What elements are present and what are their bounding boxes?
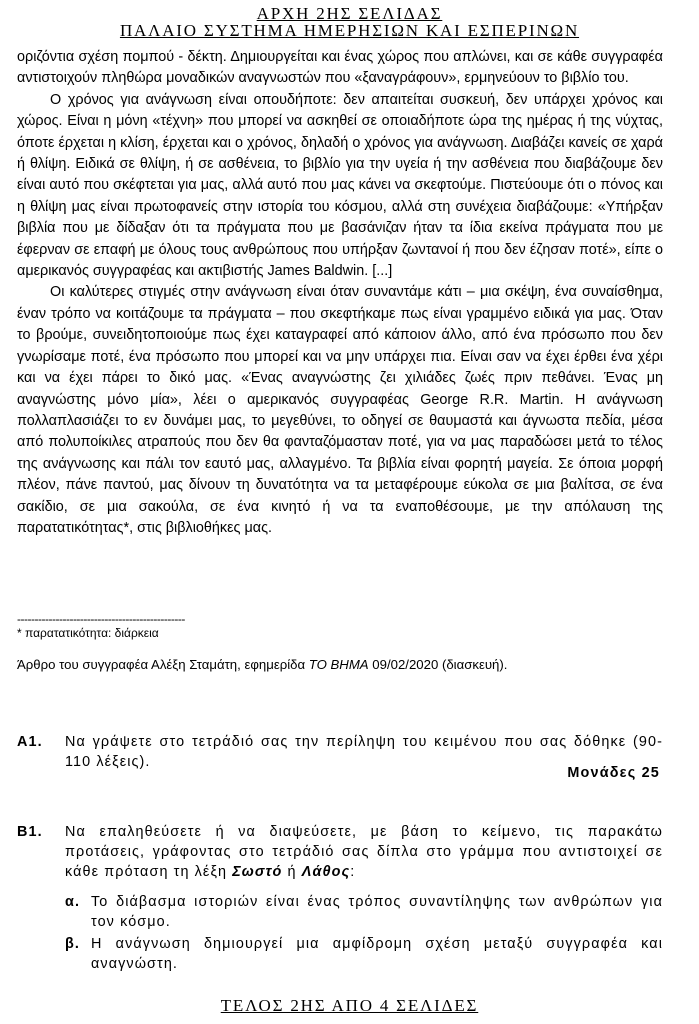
question-b1-number: Β1. bbox=[17, 824, 43, 840]
statement-a-text: Το διάβασμα ιστοριών είναι ένας τρόπος συναντίληψης των ανθρώπων για τον κόσμο. bbox=[91, 894, 663, 930]
statement-b bbox=[65, 934, 663, 974]
statement-a bbox=[65, 892, 663, 932]
question-a1-marks: Μονάδες 25 bbox=[567, 765, 660, 781]
source-citation bbox=[17, 657, 507, 672]
paragraph-1: οριζόντια σχέση πομπού - δέκτη. Δημιουργείται και ένας χώρος που απλώνει, και σε κάθε συγγραφέα αντιστοιχούν πληθώρα μοναδικών αναγνωστών που «ξαναγράφουν», ερμηνεύουν το βιβλίο του. bbox=[17, 49, 663, 87]
source-after: 09/02/2020 (διασκευή). bbox=[368, 657, 508, 672]
question-b1-text bbox=[65, 822, 663, 882]
question-b1 bbox=[17, 822, 663, 882]
page-header-line1: ΑΡΧΗ 2ΗΣ ΣΕΛΙΔΑΣ bbox=[256, 4, 443, 23]
article-text bbox=[17, 47, 663, 539]
statement-a-letter: α. bbox=[65, 894, 81, 910]
question-a1 bbox=[17, 732, 663, 772]
page-footer: ΤΕΛΟΣ 2ΗΣ ΑΠΟ 4 ΣΕΛΙΔΕΣ bbox=[220, 996, 479, 1015]
word-wrong: Λάθος bbox=[301, 864, 351, 880]
question-b1-instruction: Να επαληθεύσετε ή να διαψεύσετε, με βάση το κείμενο, τις παρακάτω προτάσεις, γράφοντας στο τετράδιό σας δίπλα στο γράμμα που αντιστοιχεί σε κάθε πρόταση τη λέξη bbox=[65, 824, 663, 880]
word-or: ή bbox=[282, 864, 302, 880]
source-before: Άρθρο του συγγραφέα Αλέξη Σταμάτη, εφημερίδα bbox=[17, 657, 309, 672]
word-correct: Σωστό bbox=[232, 864, 283, 880]
instruction-colon: : bbox=[350, 864, 356, 880]
page-header-line2: ΠΑΛΑΙΟ ΣΥΣΤΗΜΑ ΗΜΕΡΗΣΙΩΝ ΚΑΙ ΕΣΠΕΡΙΝΩΝ bbox=[119, 21, 580, 40]
question-a1-text: Να γράψετε στο τετράδιό σας την περίληψη του κειμένου που σας δόθηκε (90-110 λέξεις). bbox=[65, 734, 663, 770]
statement-b-text: Η ανάγνωση δημιουργεί μια αμφίδρομη σχέση μεταξύ συγγραφέα και αναγνώστη. bbox=[91, 936, 663, 972]
question-a1-number: Α1. bbox=[17, 734, 43, 750]
footnote-rule: ------------------------------------------------ bbox=[17, 612, 185, 626]
source-newspaper: ΤΟ ΒΗΜΑ bbox=[308, 657, 369, 672]
footnote: * παρατατικότητα: διάρκεια bbox=[17, 626, 159, 640]
paragraph-3: Οι καλύτερες στιγμές στην ανάγνωση είναι όταν συναντάμε κάτι – μια σκέψη, ένα συναίσθημα, έναν τρόπο να κοιτάζουμε τα πράγματα – που σκεφτήκαμε πως είναι γραμμένο ειδικά για μας. Όταν το βρούμε, συνειδητοποιούμε πως έχει καταγραφεί από κάποιον άλλο, από ένα πρόσωπο που δεν γνωρίσαμε ποτέ, ένα πρόσωπο που μπορεί και να μην υπάρχει πια. Είναι σαν να έχει έρθει ένα χέρι και να έχει πάρει το δικό μας. «Ένας αναγνώστης ζει χιλιάδες ζωές πριν πεθάνει. Ένας μη αναγνώστης μόνο μία», λέει ο αμερικανός συγγραφέας George R.R. Martin. Η ανάγνωση πολλαπλασιάζει το εν δυνάμει μας, το μεγεθύνει, το οδηγεί σε θαυμαστά και άγνωστα πεδία, μέσα από πολυποίκιλες ατραπούς που δεν θα φανταζόμασταν ποτέ, για να μας παραδώσει μετά το τέλος της ανάγνωσης και πάλι τον εαυτό μας, αλλαγμένο. Τα βιβλία είναι φορητή μαγεία. Σε όποια μορφή πλέον, πάνε παντού, μας δίνουν τη δυνατότητα να τα μεταφέρουμε εύκολα σε μια βαλίτσα, σε ένα σακίδιο, σε μια σακούλα, σε ένα κινητό ή να τα εναποθέσουμε, με την απόλαυση της παρατατικότητας*, στις βιβλιοθήκες μας. bbox=[17, 284, 663, 536]
statement-b-letter: β. bbox=[65, 936, 80, 952]
paragraph-2: Ο χρόνος για ανάγνωση είναι οπουδήποτε: δεν απαιτείται συσκευή, δεν υπάρχει χρόνος και χώρος. Είναι η μόνη «τέχνη» που μπορεί να ασκηθεί σε οποιαδήποτε ώρα της ημέρας ή της νύχτας, όποτε έρχεται η κλίση, έρχεται και ο χρόνος, δηλαδή ο χρόνος για ανάγνωση. Διαβάζει κανείς σε χαρά ή θλίψη. Ειδικά σε θλίψη, ή σε ασθένεια, το βιβλίο για την υγεία ή την ασθένεια που διαβάζουμε δεν είναι αυτό που σκέφτεται για μας, αλλά αυτό που μας κάνει να σκεφτούμε. Πιστεύουμε ότι ο πόνος και η θλίψη μας είναι πρωτοφανείς στην ιστορία του κόσμου, αλλά στη συνέχεια διαβάζουμε: «Υπήρξαν βιβλία που με δίδαξαν ότι τα πράγματα που με βασάνιζαν ήταν τα ίδια εκείνα πράγματα που με έφερναν σε επαφή με όλους τους ανθρώπους που υπήρξαν ζωντανοί ή που δεν έζησαν ποτέ», είπε ο αμερικανός συγγραφέας και ακτιβιστής James Baldwin. [...] bbox=[17, 91, 663, 280]
